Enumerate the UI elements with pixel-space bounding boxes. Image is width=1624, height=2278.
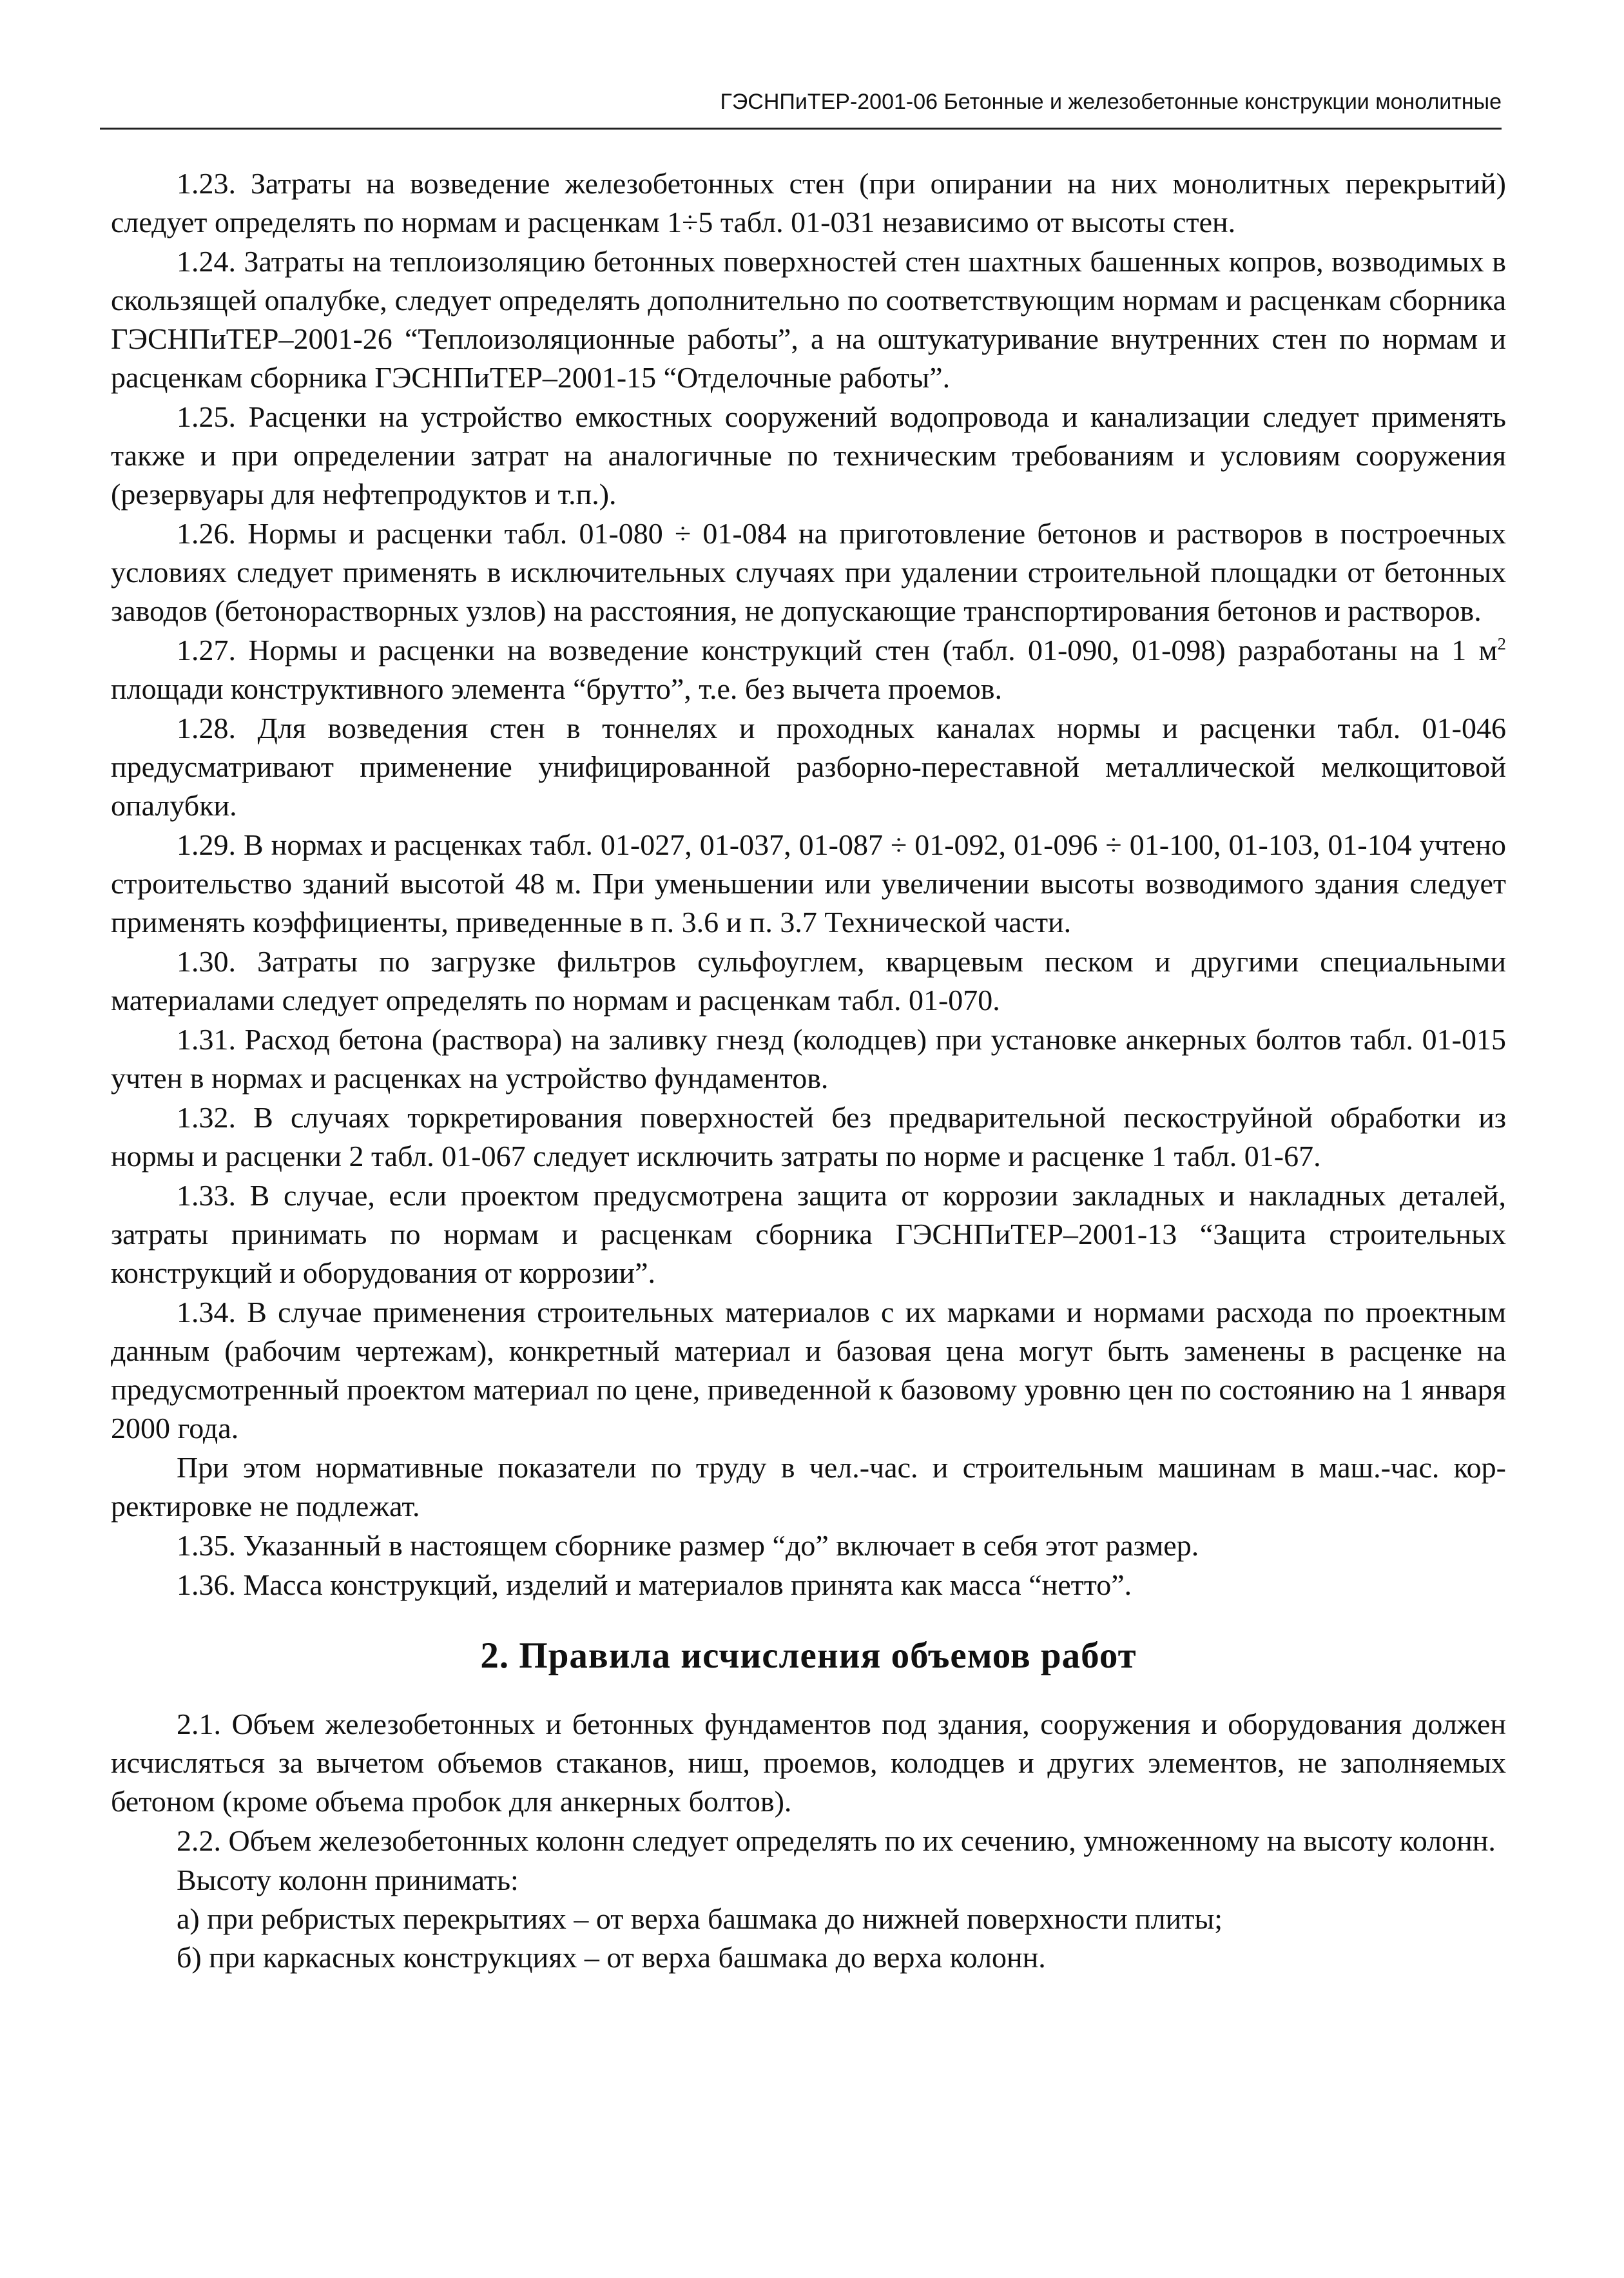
- document-body: [111, 164, 1506, 1977]
- paragraph-1-34-note: При этом нормативные показатели по труду в чел.-час. и строительным машинам в маш.-час. корректировке не подлежат.: [111, 1451, 1506, 1523]
- paragraph-1-23: 1.23. Затраты на возведение железобетонных стен (при опирании на них монолитных перекрытий) следует определять по нормам и расценкам 1÷5 табл. 01-031 независимо от высоты стен.: [111, 167, 1506, 239]
- paragraph-1-27-text-b: площади конструктивного элемента “брутто”, т.е. без вычета проемов.: [111, 672, 1002, 705]
- paragraph-2-1: 2.1. Объем железобетонных и бетонных фундаментов под здания, сооружения и оборудования должен исчисляться за вычетом объемов стаканов, ниш, проемов, колодцев и других элементов, не заполняемых бетоном (кроме объема пробок для анкерных болтов).: [111, 1708, 1506, 1818]
- section-2-heading: 2. Правила исчисления объемов работ: [480, 1635, 1137, 1676]
- column-height-intro: Высоту колонн принимать:: [177, 1864, 519, 1896]
- paragraph-1-27-text-a: 1.27. Нормы и расценки на возведение конструкций стен (табл. 01-090, 01-098) разработаны на 1 м: [177, 634, 1498, 667]
- paragraph-1-24: 1.24. Затраты на теплоизоляцию бетонных поверхностей стен шахтных башенных копров, возводимых в скользящей опалубке, следует определять дополнительно по соответствующим нормам и расценкам сборника ГЭСНПиТЕР–2001-26 “Теплоизоляционные работы”, а на оштукатуривание внутренних стен по нормам и расценкам сборника ГЭСНПиТЕР–2001-15 “Отделочные работы”.: [111, 245, 1506, 394]
- paragraph-1-29: 1.29. В нормах и расценках табл. 01-027, 01-037, 01-087 ÷ 01-092, 01-096 ÷ 01-100, 01-103, 01-104 учтено строительство зданий высотой 48 м. При уменьшении или увеличении высоты возводимого здания следует применять коэффициенты, приведенные в п. 3.6 и п. 3.7 Технической части.: [111, 828, 1506, 939]
- paragraph-1-26: 1.26. Нормы и расценки табл. 01-080 ÷ 01-084 на приготовление бетонов и растворов в построечных условиях следует применять в исключительных случаях при удалении строительной площадки от бетонных заводов (бетонорастворных узлов) на расстояния, не допускающие транспортирования бетонов и растворов.: [111, 517, 1506, 627]
- paragraph-1-32: 1.32. В случаях торкретирования поверхностей без предварительной пескоструйной обработки из нормы и расценки 2 табл. 01-067 следует исключить затраты по норме и расценке 1 табл. 01-67.: [111, 1101, 1506, 1173]
- paragraph-1-34: 1.34. В случае применения строительных материалов с их марками и нормами расхода по проектным данным (рабочим чертежам), конкретный материал и базовая цена могут быть заменены в расценке на предусмотренный проектом материал по цене, приведенной к базовому уровню цен по состоянию на 1 января 2000 года.: [111, 1296, 1506, 1445]
- paragraph-1-30: 1.30. Затраты по загрузке фильтров сульфоуглем, кварцевым песком и другими специальными материалами следует определять по нормам и расценкам табл. 01-070.: [111, 945, 1506, 1017]
- running-header: ГЭСНПиТЕР-2001-06 Бетонные и железобетонные конструкции монолитные: [720, 90, 1502, 114]
- paragraph-1-35: 1.35. Указанный в настоящем сборнике размер “до” включает в себя этот размер.: [177, 1529, 1199, 1562]
- list-item-a: а) при ребристых перекрытиях – от верха башмака до нижней поверхности плиты;: [177, 1902, 1223, 1935]
- paragraph-1-33: 1.33. В случае, если проектом предусмотрена защита от коррозии закладных и накладных деталей, затраты принимать по нормам и расценкам сборника ГЭСНПиТЕР–2001-13 “Защита строительных конструкций и оборудования от коррозии”.: [111, 1179, 1506, 1289]
- paragraph-1-27: [111, 631, 1506, 708]
- paragraph-1-31: 1.31. Расход бетона (раствора) на заливку гнезд (колодцев) при установке анкерных болтов табл. 01-015 учтен в нормах и расценках на устройство фундаментов.: [111, 1023, 1506, 1095]
- header-rule: [100, 128, 1502, 130]
- list-item-b: б) при каркасных конструкциях – от верха башмака до верха колонн.: [177, 1941, 1046, 1974]
- paragraph-1-25: 1.25. Расценки на устройство емкостных сооружений водопровода и канализации следует применять также и при определении затрат на аналогичные по техническим требованиям и условиям сооружения (резервуары для нефтепродуктов и т.п.).: [111, 400, 1506, 511]
- superscript-2: 2: [1497, 634, 1506, 654]
- paragraph-1-36: 1.36. Масса конструкций, изделий и материалов принята как масса “нетто”.: [177, 1568, 1132, 1601]
- paragraph-2-2: 2.2. Объем железобетонных колонн следует определять по их сечению, умноженному на высоту колонн.: [177, 1824, 1496, 1857]
- paragraph-1-28: 1.28. Для возведения стен в тоннелях и проходных каналах нормы и расценки табл. 01-046 предусматривают применение унифицированной разборно-переставной металлической мелкощитовой опалубки.: [111, 712, 1506, 822]
